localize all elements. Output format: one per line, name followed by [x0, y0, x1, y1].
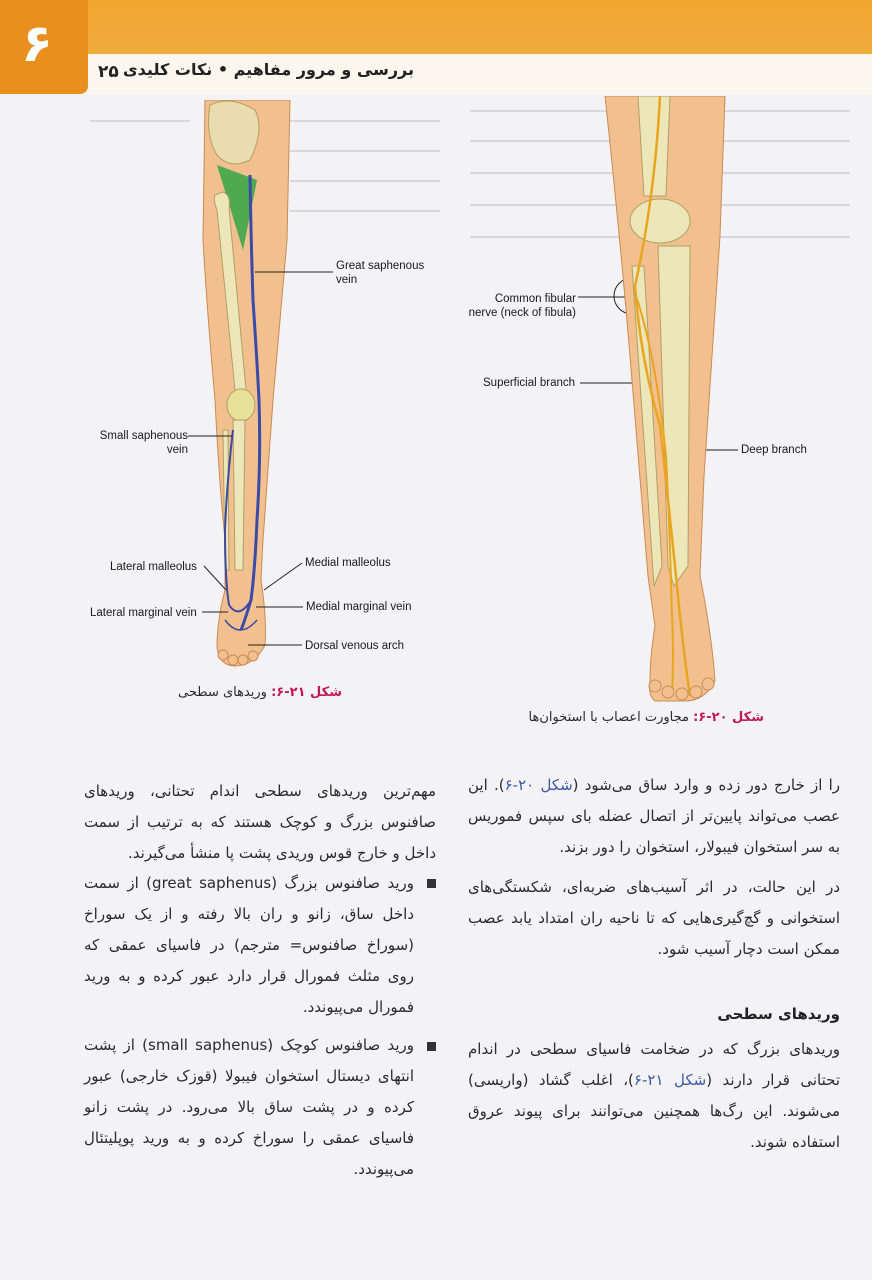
bullet-small-saphenous: ورید صافنوس کوچک (small saphenus) از پشت انتهای دیستال استخوان فیبولا (قوزک خارجی) عبور کرده و در پشت ساق بالا می‌رود. در پشت زانو فاسیای عمقی را سوراخ کرده و به ورید پوپلیتئال می‌پیوندد.	[84, 1036, 414, 1178]
bullet-marker	[427, 879, 436, 888]
figure-21-caption: شکل ۲۱-۶: وریدهای سطحی	[178, 685, 342, 700]
page-number: ۲۵	[98, 62, 119, 82]
label-great-saphenous: Great saphenous vein	[336, 260, 425, 286]
label-medial-marginal-vein: Medial marginal vein	[306, 601, 412, 613]
label-lateral-marginal-vein: Lateral marginal vein	[90, 607, 197, 619]
paragraph-nerve-injury: در این حالت، در اثر آسیب‌های ضربه‌ای، شکستگی‌های استخوانی و گچ‌گیری‌هایی که تا ناحیه ران امتداد یابد عصب ممکن است دچار آسیب شود.	[468, 878, 840, 958]
paragraph-nerve-course: را از خارج دور زده و وارد ساق می‌شود (شکل ۲۰-۶). این عصب می‌تواند پایین‌تر از اتصال عضله بای سپس فموریس به سر استخوان فیبولار، استخوان را دور بزند.	[468, 776, 840, 856]
label-small-saphenous: Small saphenous vein	[99, 430, 188, 456]
label-dorsal-venous-arch: Dorsal venous arch	[305, 640, 405, 652]
fibular-nerve-illustration	[600, 96, 730, 704]
bullet-great-saphenous: ورید صافنوس بزرگ (great saphenus) از سمت داخل ساق، زانو و ران بالا رفته و از یک سوراخ (سوراخ صافنوس= مترجم) در فاسیای عمقی که روی مثلث فمورال قرار دارد عبور کرده و به ورید فمورال می‌پیوندد.	[84, 874, 414, 1016]
figure-20-caption: شکل ۲۰-۶: مجاورت اعصاب با استخوان‌ها	[528, 710, 764, 725]
paragraph-superficial-veins: وریدهای بزرگ که در ضخامت فاسیای سطحی در اندام تحتانی قرار دارند (شکل ۲۱-۶)، اغلب گشاد (واریسی) می‌شوند. این رگ‌ها همچنین می‌توانند برای پیوند عروق استفاده شوند.	[468, 1040, 840, 1151]
chapter-number: ۶	[21, 14, 53, 74]
section-heading-superficial-veins: وریدهای سطحی	[717, 1005, 840, 1023]
bullet-marker	[427, 1042, 436, 1051]
label-lateral-malleolus: Lateral malleolus	[110, 561, 197, 573]
label-common-fibular-nerve: Common fibular nerve (neck of fibula)	[468, 293, 576, 319]
running-title: بررسی و مرور مفاهیم • نکات کلیدی	[123, 60, 414, 79]
label-deep-branch: Deep branch	[741, 444, 807, 456]
label-superficial-branch: Superficial branch	[483, 377, 576, 389]
label-medial-malleolus: Medial malleolus	[305, 557, 391, 569]
paragraph-saphenous-intro: مهم‌ترین وریدهای سطحی اندام تحتانی، وریدهای صافنوس بزرگ و کوچک هستند که به ترتیب از سمت داخل و خارج قوس وریدی پشت پا منشأ می‌گیرند.	[84, 782, 436, 862]
